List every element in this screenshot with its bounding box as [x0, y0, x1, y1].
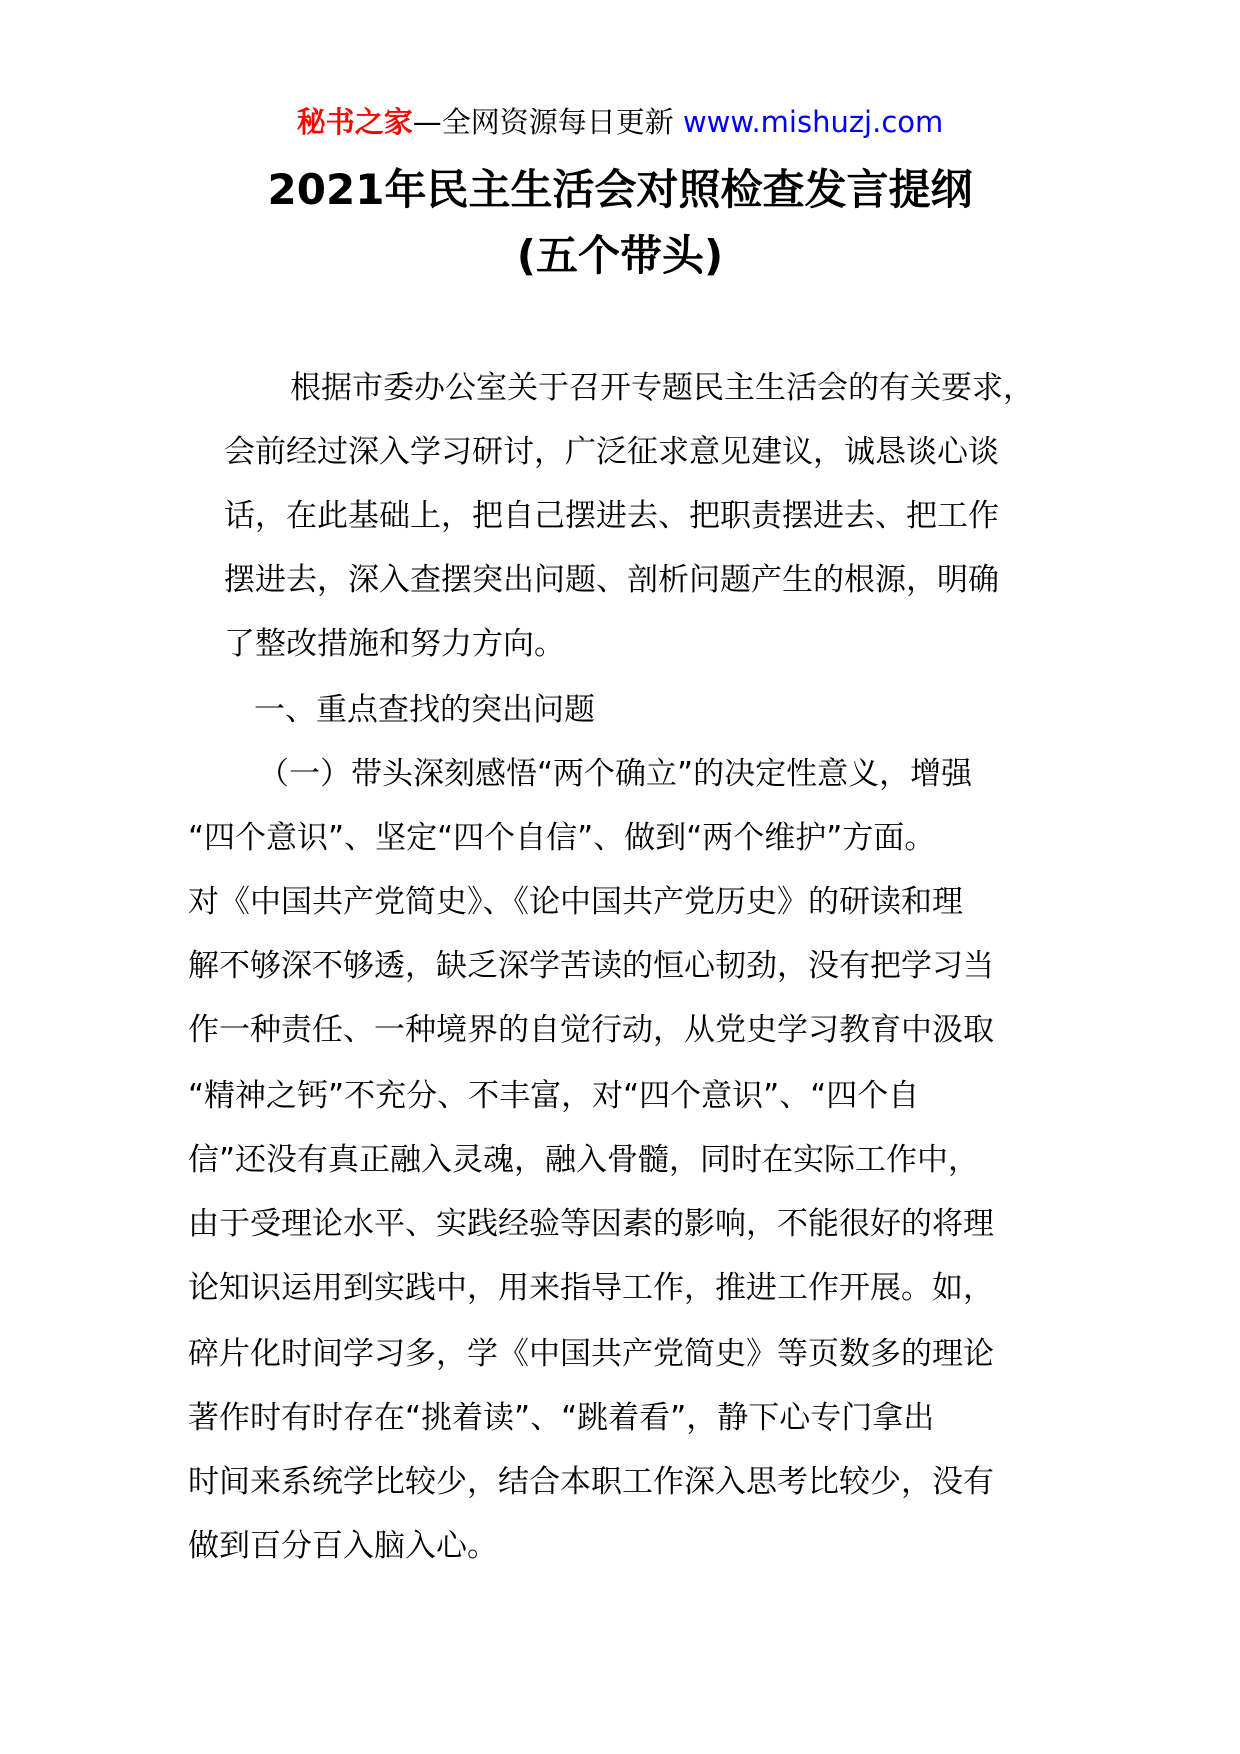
body-line: 了整改措施和努力方向。: [224, 626, 565, 662]
body-line: 根据市委办公室关于召开专题民主生活会的有关要求，: [290, 370, 1034, 406]
body-line: “四个意识”、坚定“四个自信”、做到“两个维护”方面。: [188, 820, 936, 856]
document-title: 2021年民主生活会对照检查发言提纲: [267, 165, 973, 214]
body-line: “精神之钙”不充分、不丰富，对“四个意识”、“四个自: [188, 1078, 920, 1114]
section-heading: 一、重点查找的突出问题: [254, 692, 595, 728]
body-line: 著作时有时存在“挑着读”、“跳着看”，静下心专门拿出: [188, 1400, 935, 1436]
body-line: 信”还没有真正融入灵魂，融入骨髓，同时在实际工作中，: [188, 1142, 980, 1178]
website-link[interactable]: www.mishuzj.com: [682, 105, 944, 139]
body-line: 由于受理论水平、实践经验等因素的影响，不能很好的将理: [188, 1206, 994, 1242]
body-line: 时间来系统学比较少，结合本职工作深入思考比较少，没有: [188, 1464, 994, 1500]
document-subtitle: (五个带头): [516, 231, 724, 280]
body-line: 论知识运用到实践中，用来指导工作，推进工作开展。如，: [188, 1270, 994, 1306]
body-line: 做到百分百入脑入心。: [188, 1528, 498, 1564]
subsection-heading: （一）带头深刻感悟“两个确立”的决定性意义，增强: [258, 756, 973, 792]
body-line: 碎片化时间学习多，学《中国共产党简史》等页数多的理论: [188, 1336, 994, 1372]
body-line: 解不够深不够透，缺乏深学苦读的恒心韧劲，没有把学习当: [188, 948, 994, 984]
brand-name: 秘书之家: [296, 105, 413, 139]
body-line: 对《中国共产党简史》、《论中国共产党历史》的研读和理: [188, 884, 963, 920]
site-banner: [0, 102, 1240, 142]
body-line: 话，在此基础上，把自己摆进去、把职责摆进去、把工作: [224, 498, 999, 534]
body-line: 摆进去，深入查摆突出问题、剖析问题产生的根源，明确: [224, 562, 999, 598]
body-line: 会前经过深入学习研讨，广泛征求意见建议，诚恳谈心谈: [224, 434, 999, 470]
banner-tagline: —全网资源每日更新: [412, 105, 683, 139]
body-line: 作一种责任、一种境界的自觉行动，从党史学习教育中汲取: [188, 1012, 994, 1048]
